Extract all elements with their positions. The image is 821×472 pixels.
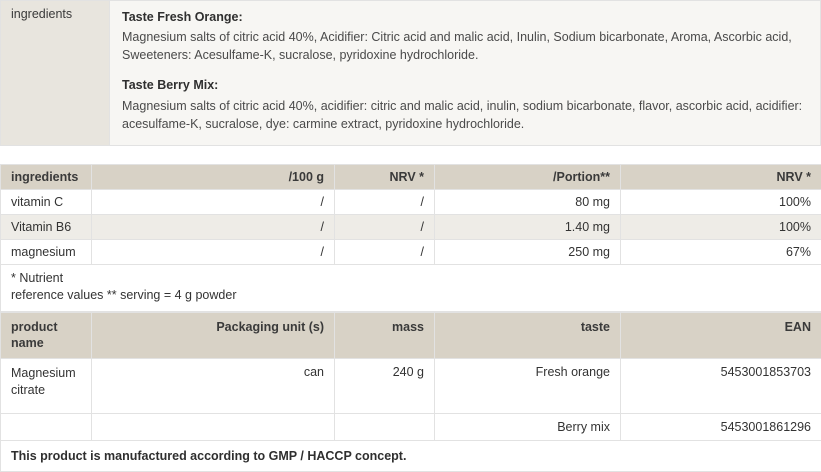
ingredients-text-fresh-orange: Magnesium salts of citric acid 40%, Acidifier: Citric acid and malic acid, Inulin, Sodium bicarbonate, Aroma, Ascorbic acid, Sweeteners: Acesulfame-K, sucralose, pyridoxine hydrochloride. bbox=[122, 28, 808, 64]
spacer-cell bbox=[0, 146, 821, 164]
nutrient-name: magnesium bbox=[1, 239, 92, 264]
nutrient-per-100g: / bbox=[92, 214, 335, 239]
product-taste: Fresh orange bbox=[435, 359, 621, 414]
product-name: Magnesium citrate bbox=[1, 359, 92, 414]
table-row bbox=[1, 189, 821, 214]
product-table bbox=[0, 312, 821, 472]
nutrient-per-portion: 80 mg bbox=[435, 189, 621, 214]
table-row bbox=[1, 414, 821, 441]
ingredients-label: ingredients bbox=[1, 1, 110, 146]
product-ean: 5453001853703 bbox=[621, 359, 821, 414]
product-header-ean: EAN bbox=[621, 312, 821, 359]
nutrition-footnote-row bbox=[1, 264, 821, 311]
product-taste: Berry mix bbox=[435, 414, 621, 441]
nutrient-per-portion: 250 mg bbox=[435, 239, 621, 264]
product-header-mass: mass bbox=[335, 312, 435, 359]
product-mass: 240 g bbox=[335, 359, 435, 414]
section-spacer bbox=[0, 146, 821, 164]
nutrient-name: vitamin C bbox=[1, 189, 92, 214]
nutrition-header-nrv-1: NRV * bbox=[335, 164, 435, 189]
nutrition-header-ingredients: ingredients bbox=[1, 164, 92, 189]
nutrient-nrv-100g: / bbox=[335, 189, 435, 214]
ingredients-spacer bbox=[122, 64, 808, 76]
footnote-line-2: reference values ** serving = 4 g powder bbox=[11, 288, 236, 302]
nutrient-nrv-portion: 100% bbox=[621, 189, 821, 214]
footnote-line-1: * Nutrient bbox=[11, 271, 63, 285]
nutrient-nrv-100g: / bbox=[335, 214, 435, 239]
ingredients-content bbox=[110, 1, 821, 146]
nutrition-header-nrv-2: NRV * bbox=[621, 164, 821, 189]
nutrient-nrv-100g: / bbox=[335, 239, 435, 264]
ingredients-heading-fresh-orange: Taste Fresh Orange: bbox=[122, 8, 808, 26]
ingredients-text-berry-mix: Magnesium salts of citric acid 40%, acidifier: citric and malic acid, inulin, sodium bicarbonate, flavor, ascorbic acid, acidifier: acesulfame-K, sucralose, dye: carmine extract, pyridoxine hydrochloride. bbox=[122, 97, 808, 133]
product-header-packaging-unit: Packaging unit (s) bbox=[92, 312, 335, 359]
product-header-taste: taste bbox=[435, 312, 621, 359]
nutrient-name: Vitamin B6 bbox=[1, 214, 92, 239]
product-mass bbox=[335, 414, 435, 441]
nutrient-per-100g: / bbox=[92, 239, 335, 264]
gmp-note: This product is manufactured according to GMP / HACCP concept. bbox=[1, 441, 821, 472]
nutrient-per-portion: 1.40 mg bbox=[435, 214, 621, 239]
gmp-note-row bbox=[1, 441, 821, 472]
ingredients-row bbox=[1, 1, 821, 146]
nutrient-per-100g: / bbox=[92, 189, 335, 214]
product-header-name: product name bbox=[1, 312, 92, 359]
table-row bbox=[1, 239, 821, 264]
product-name bbox=[1, 414, 92, 441]
ingredients-heading-berry-mix: Taste Berry Mix: bbox=[122, 76, 808, 94]
nutrition-header-per-portion: /Portion** bbox=[435, 164, 621, 189]
product-packaging-unit: can bbox=[92, 359, 335, 414]
product-header-row bbox=[1, 312, 821, 359]
nutrition-header-per-100g: /100 g bbox=[92, 164, 335, 189]
product-ean: 5453001861296 bbox=[621, 414, 821, 441]
nutrition-table bbox=[0, 164, 821, 312]
spacer-row bbox=[0, 146, 821, 164]
nutrition-header-row bbox=[1, 164, 821, 189]
table-row bbox=[1, 359, 821, 414]
nutrient-nrv-portion: 100% bbox=[621, 214, 821, 239]
nutrition-footnote bbox=[1, 264, 821, 311]
nutrient-nrv-portion: 67% bbox=[621, 239, 821, 264]
ingredients-table bbox=[0, 0, 821, 146]
product-packaging-unit bbox=[92, 414, 335, 441]
table-row bbox=[1, 214, 821, 239]
